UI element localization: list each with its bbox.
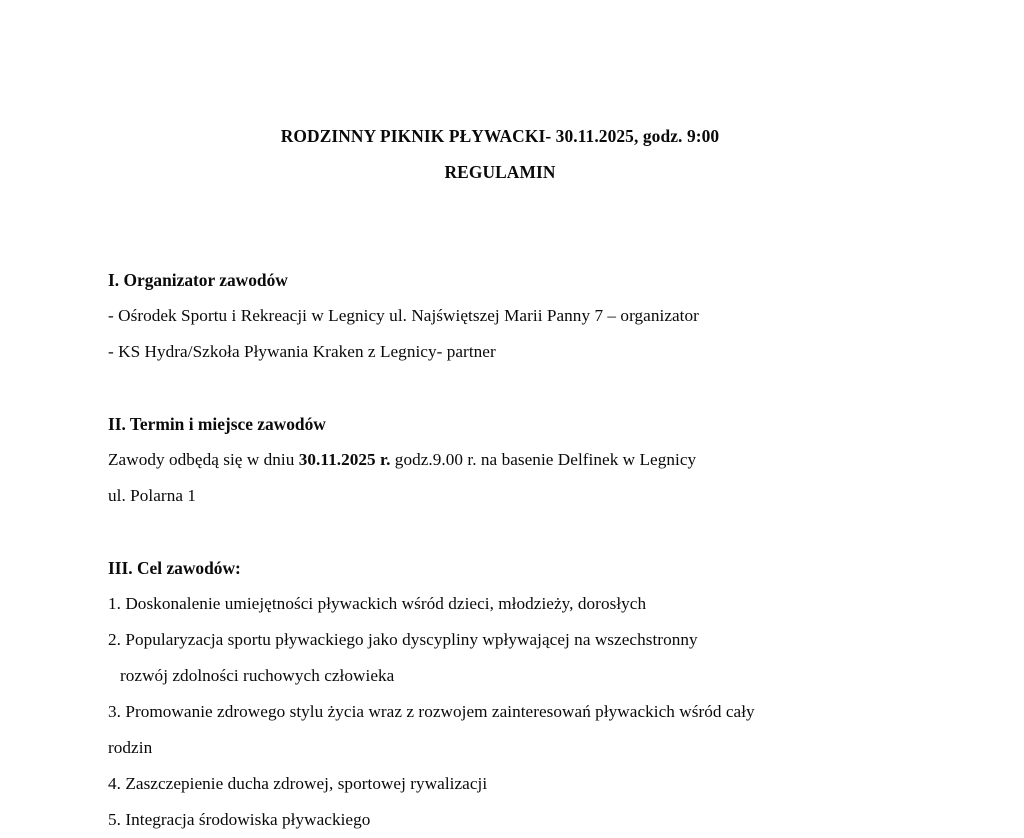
section-heading-termin-miejsce: II. Termin i miejsce zawodów [108, 414, 326, 434]
cel-item-2: 2. Popularyzacja sportu pływackiego jako dyscypliny wpływającej na wszechstronny [108, 630, 698, 649]
spacer-after-title [108, 190, 892, 226]
termin-date-bold: 30.11.2025 r. [298, 450, 391, 469]
cel-item-1: 1. Doskonalenie umiejętności pływackich wśród dzieci, młodzieży, dorosłych [108, 594, 647, 613]
document-title-line-1: RODZINNY PIKNIK PŁYWACKI- 30.11.2025, godz. 9:00 [280, 126, 720, 146]
spacer-after-section-2 [108, 514, 892, 550]
termin-line-2-address: ul. Polarna 1 [108, 486, 197, 505]
spacer-after-section-1 [108, 370, 892, 406]
termin-line-1 [108, 442, 892, 478]
cel-item-2-continuation: rozwój zdolności ruchowych człowieka [120, 666, 395, 685]
termin-line-1-suffix: godz.9.00 r. na basenie Delfinek w Legnicy [390, 450, 697, 469]
top-margin-spacer [108, 0, 892, 118]
termin-line-1-prefix: Zawody odbędą się w dniu [108, 450, 299, 469]
cel-item-4: 4. Zaszczepienie ducha zdrowej, sportowej rywalizacji [108, 774, 488, 793]
cel-item-3-continuation: rodzin [108, 738, 153, 757]
organizator-line-1: - Ośrodek Sportu i Rekreacji w Legnicy ul. Najświętszej Marii Panny 7 – organizator [108, 306, 699, 325]
cel-item-3: 3. Promowanie zdrowego stylu życia wraz z rozwojem zainteresowań pływackich wśród cały [108, 702, 755, 721]
cel-item-5-clipped: 5. Integracja środowiska pływackiego [108, 810, 371, 829]
organizator-line-2: - KS Hydra/Szkoła Pływania Kraken z Legnicy- partner [108, 342, 496, 361]
document-content [108, 0, 892, 829]
document-title-line-2: REGULAMIN [444, 162, 556, 182]
section-heading-organizator: I. Organizator zawodów [108, 270, 288, 290]
spacer-before-section-1 [108, 226, 892, 262]
section-heading-cel-zawodow: III. Cel zawodów: [108, 558, 241, 578]
